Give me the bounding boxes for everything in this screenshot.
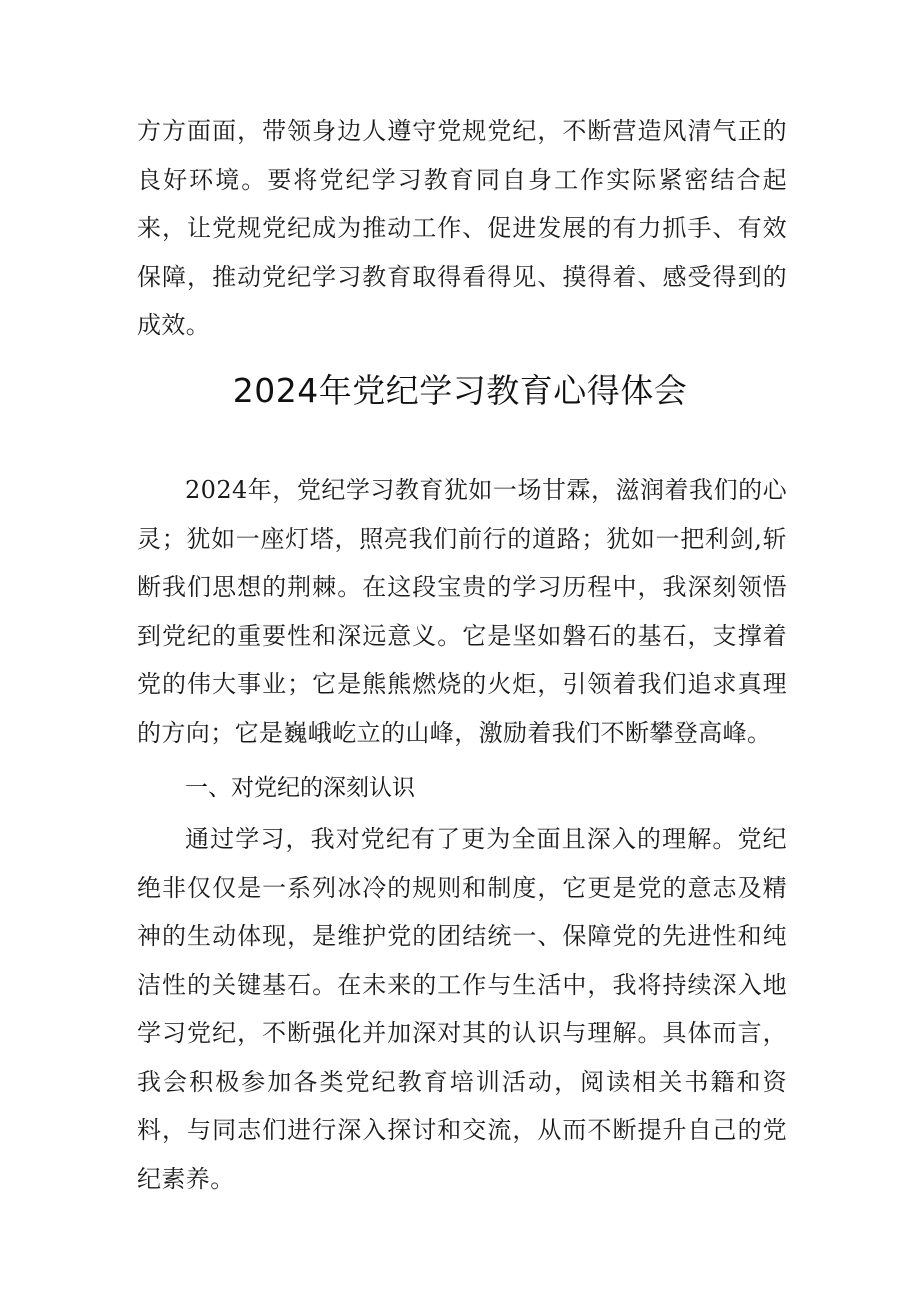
document-title: 2024年党纪学习教育心得体会 <box>232 371 688 410</box>
continuation-paragraph: 方方面面，带领身边人遵守党规党纪，不断营造风清气正的良好环境。要将党纪学习教育同自身工作实际紧密结合起来，让党规党纪成为推动工作、促进发展的有力抓手、有效保障，推动党纪学习教育取得看得见、摸得着、感受得到的成效。 <box>137 117 787 339</box>
section-heading-1: 一、对党纪的深刻认识 <box>185 775 415 801</box>
intro-paragraph: 2024年，党纪学习教育犹如一场甘霖，滋润着我们的心灵；犹如一座灯塔，照亮我们前行的道路；犹如一把利剑,斩断我们思想的荆棘。在这段宝贵的学习历程中，我深刻领悟到党纪的重要性和深远意义。它是坚如磐石的基石，支撑着党的伟大事业；它是熊熊燃烧的火炬，引领着我们追求真理的方向；它是巍峨屹立的山峰，激励着我们不断攀登高峰。 <box>137 476 787 747</box>
section-1-paragraph: 通过学习，我对党纪有了更为全面且深入的理解。党纪绝非仅仅是一系列冰冷的规则和制度，它更是党的意志及精神的生动体现，是维护党的团结统一、保障党的先进性和纯洁性的关键基石。在未来的工作与生活中，我将持续深入地学习党纪，不断强化并加深对其的认识与理解。具体而言，我会积极参加各类党纪教育培训活动，阅读相关书籍和资料，与同志们进行深入探讨和交流，从而不断提升自己的党纪素养。 <box>137 825 787 1193</box>
